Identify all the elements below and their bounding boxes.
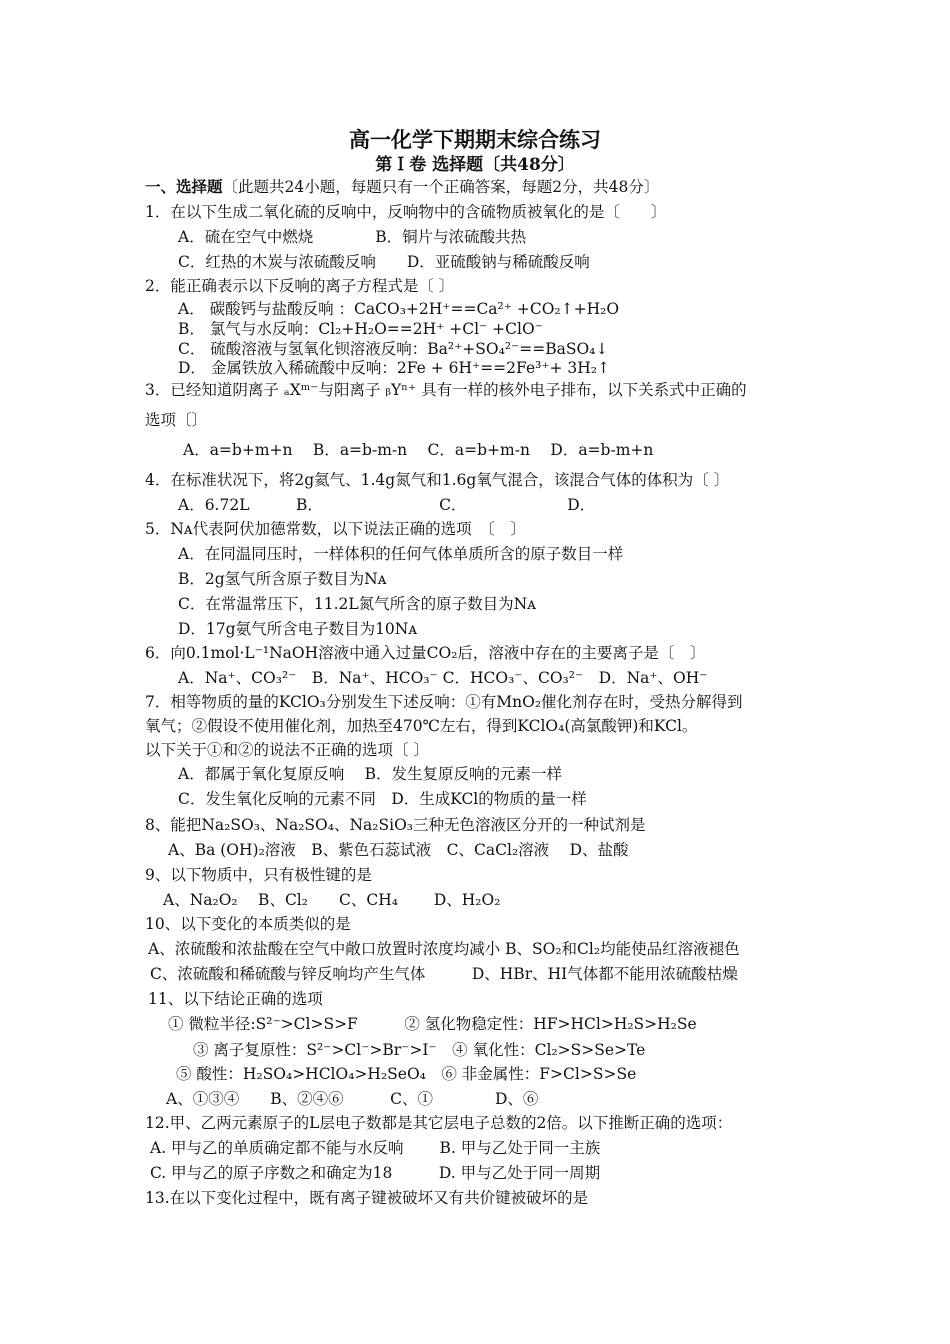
option-line: A、①③④ B、②④⑥ C、① D、⑥ — [166, 1090, 539, 1108]
option-line: C、浓硫酸和稀硫酸与锌反响均产生气体 D、HBr、HI气体都不能用浓硫酸枯燥 — [150, 965, 738, 983]
option-line: A、Na₂O₂ B、Cl₂ C、CH₄ D、H₂O₂ — [163, 891, 501, 909]
option-line: A．Na⁺、CO₃²⁻ B．Na⁺、HCO₃⁻ C．HCO₃⁻、CO₃²⁻ D．Na⁺、OH⁻ — [178, 669, 708, 687]
question-line: 氧气；②假设不使用催化剂，加热至470℃左右，得到KClO₄(高氯酸钾)和KCl。 — [145, 717, 698, 735]
option-line: A. 甲与乙的单质确定都不能与水反响 B. 甲与乙处于同一主族 — [150, 1139, 601, 1157]
question-line: 1．在以下生成二氧化硫的反响中，反响物中的含硫物质被氧化的是〔 〕 — [145, 203, 667, 221]
question-line: 6．向0.1mol·L⁻¹NaOH溶液中通入过量CO₂后，溶液中存在的主要离子是〔 〕 — [145, 644, 706, 662]
option-line: A．6.72L B． C． D． — [178, 496, 596, 514]
question-line: 以下关于①和②的说法不正确的选项〔 〕 — [145, 741, 429, 759]
section-header — [145, 177, 659, 197]
question-line: 12.甲、乙两元素原子的L层电子数都是其它层电子总数的2倍。以下推断正确的选项： — [145, 1114, 733, 1132]
option-line: B．2g氢气所含原子数目为Nᴀ — [178, 570, 387, 588]
question-line: 选项〔〕 — [145, 411, 208, 429]
option-line: A．a=b+m+n B．a=b-m-n C．a=b+m-n D．a=b-m+n — [183, 441, 654, 459]
option-line: D． 金属铁放入稀硫酸中反响：2Fe + 6H⁺==2Fe³⁺+ 3H₂↑ — [178, 359, 611, 377]
option-line: A．在同温同压时，一样体积的任何气体单质所含的原子数目一样 — [178, 545, 624, 563]
option-line: C. 甲与乙的原子序数之和确定为18 D. 甲与乙处于同一周期 — [150, 1164, 601, 1182]
option-line: D．17g氨气所含电子数目为10Nᴀ — [178, 620, 418, 638]
question-line: 4．在标准状况下，将2g氦气、1.4g氮气和1.6g氧气混合，该混合气体的体积为〔 〕 — [145, 471, 730, 489]
question-line: 10、以下变化的本质类似的是 — [145, 915, 351, 933]
option-line: A． 碳酸钙与盐酸反响 ：CaCO₃+2H⁺==Ca²⁺ +CO₂↑+H₂O — [178, 300, 620, 318]
question-line: 11、以下结论正确的选项 — [148, 990, 323, 1008]
page-subtitle: 第Ｉ卷 选择题〔共48分〕 — [375, 155, 575, 175]
question-line: 2．能正确表示以下反响的离子方程式是〔 〕 — [145, 277, 455, 295]
option-line: ⑤ 酸性：H₂SO₄>HClO₄>H₂SeO₄ ⑥ 非金属性：F>Cl>S>Se — [176, 1065, 637, 1083]
question-line: 13.在以下变化过程中，既有离子键被破坏又有共价键被破坏的是 — [145, 1189, 589, 1207]
question-line: 3．已经知道阴离子 ₐXᵐ⁻与阳离子 ᵦYⁿ⁺ 具有一样的核外电子排布，以下关系式中正确的 — [145, 381, 747, 399]
option-line: A、浓硫酸和浓盐酸在空气中敞口放置时浓度均减小 B、SO₂和Cl₂均能使品红溶液褪色 — [148, 940, 740, 958]
option-line: A、Ba (OH)₂溶液 B、紫色石蕊试液 C、CaCl₂溶液 D、盐酸 — [168, 841, 629, 859]
question-line: 5．Nᴀ代表阿伏加德常数，以下说法正确的选项 〔 〕 — [145, 520, 526, 538]
option-line: C．发生氧化反响的元素不同 D．生成KCl的物质的量一样 — [178, 790, 587, 808]
section-note: 〔此题共24小题，每题只有一个正确答案，每题2分，共48分〕 — [222, 178, 660, 196]
option-line: C．红热的木炭与浓硫酸反响 D．亚硫酸钠与稀硫酸反响 — [178, 253, 590, 271]
question-line: 8、能把Na₂SO₃、Na₂SO₄、Na₂SiO₃三种无色溶液区分开的一种试剂是 — [145, 816, 646, 834]
option-line: A．硫在空气中燃烧 B．铜片与浓硫酸共热 — [178, 228, 527, 246]
option-line: C． 硫酸溶液与氢氧化钡溶液反响：Ba²⁺+SO₄²⁻==BaSO₄↓ — [178, 340, 609, 358]
question-line: 9、以下物质中，只有极性键的是 — [145, 866, 372, 884]
question-line: 7．相等物质的量的KClO₃分别发生下述反响：①有MnO₂催化剂存在时，受热分解得到 — [145, 693, 743, 711]
option-line: ① 微粒半径:S²⁻>Cl>S>F ② 氢化物稳定性：HF>HCl>H₂S>H₂Se — [168, 1015, 697, 1033]
option-line: ③ 离子复原性：S²⁻>Cl⁻>Br⁻>I⁻ ④ 氧化性：Cl₂>S>Se>Te — [193, 1041, 646, 1059]
page-title: 高一化学下期期末综合练习 — [349, 127, 601, 152]
option-line: B． 氯气与水反响：Cl₂+H₂O==2H⁺ +Cl⁻ +ClO⁻ — [178, 320, 543, 338]
option-line: C．在常温常压下，11.2L氮气所含的原子数目为Nᴀ — [178, 595, 536, 613]
option-line: A．都属于氧化复原反响 B．发生复原反响的元素一样 — [178, 765, 563, 783]
section-heading: 一、选择题 — [145, 177, 223, 196]
